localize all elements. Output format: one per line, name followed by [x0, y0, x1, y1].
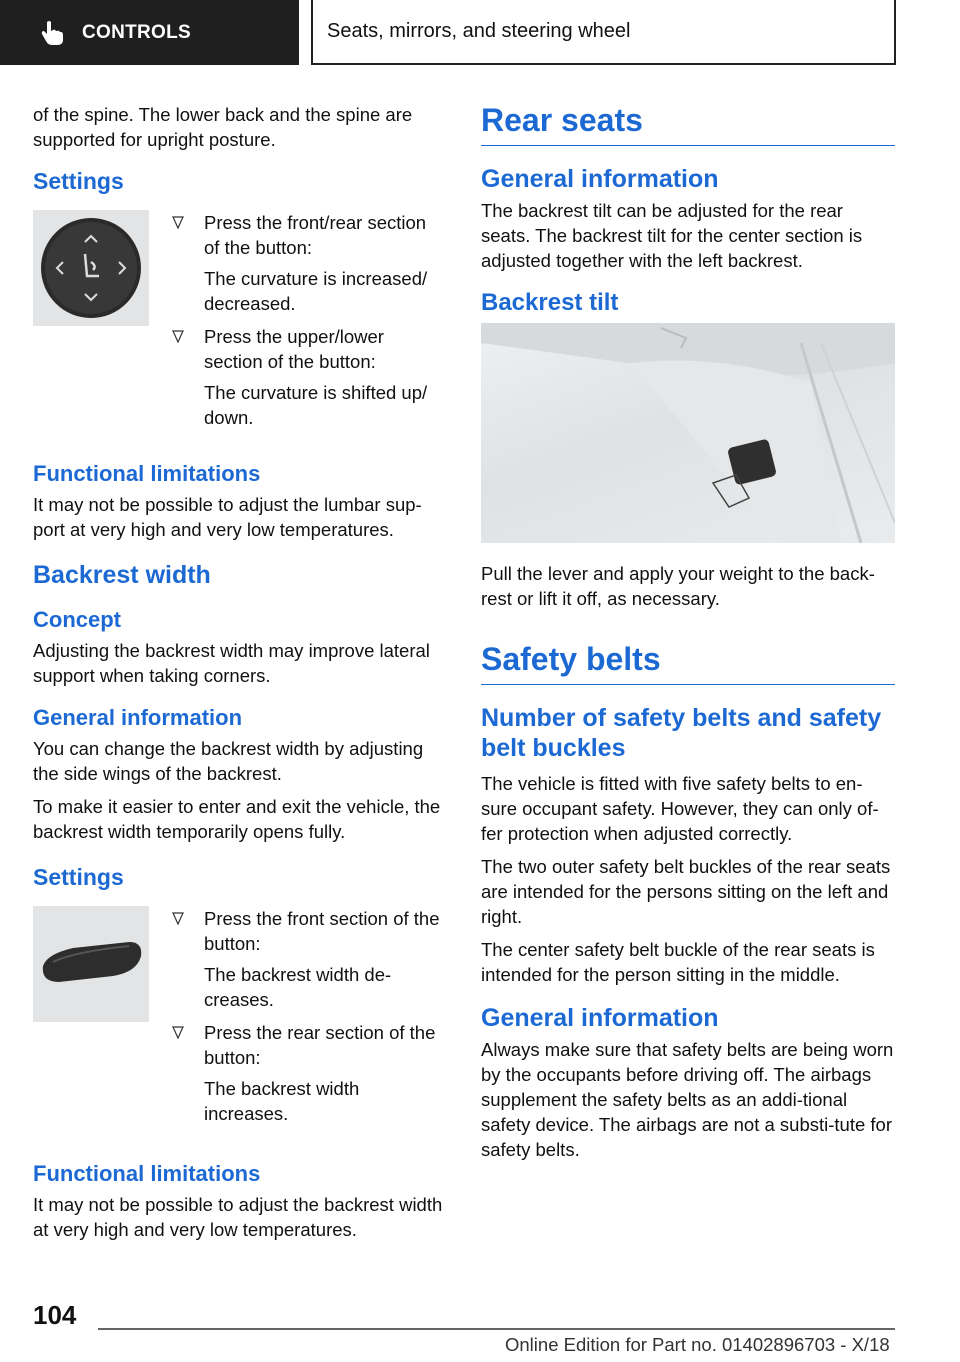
lumbar-button-image — [33, 210, 149, 326]
chapter-label: CONTROLS — [82, 21, 192, 43]
backrest-width-heading: Backrest width — [33, 561, 211, 589]
number-of-belts-text: The two outer safety belt buckles of the rear seats are intended for the persons sitting on the left and right. — [481, 856, 891, 927]
number-of-belts-text: The center safety belt buckle of the rear seats is intended for the person sitting in the middle. — [481, 939, 875, 985]
triangle-bullet-icon — [172, 912, 184, 925]
list-item: Press the rear section of the button: The backrest width increases. — [171, 1020, 445, 1126]
width-button-image — [33, 906, 149, 1022]
general-information-heading: General information — [481, 1004, 719, 1032]
list-item: Press the upper/lower section of the button: The curvature is shifted up/ down. — [171, 324, 445, 430]
right-column — [481, 102, 895, 1170]
general-information-text: You can change the backrest width by adjusting the side wings of the backrest. — [33, 738, 424, 784]
hand-pointer-icon — [40, 20, 64, 46]
rear-seat-lever-image — [481, 323, 895, 543]
width-settings — [33, 906, 445, 1134]
settings-heading-width: Settings — [33, 864, 124, 890]
left-column — [33, 102, 445, 1250]
chapter-tab[interactable] — [0, 0, 299, 65]
footer-divider — [98, 1328, 895, 1330]
safety-belts-heading: Safety belts — [481, 641, 895, 685]
lumbar-settings — [33, 210, 445, 438]
triangle-bullet-icon — [172, 216, 184, 229]
width-control-icon — [33, 906, 149, 1022]
functional-limitations-heading: Functional limitations — [33, 461, 261, 486]
section-title: Seats, mirrors, and steering wheel — [311, 0, 896, 65]
edition-text: Online Edition for Part no. 01402896703 - X/18 — [505, 1334, 890, 1355]
backrest-tilt-text: Pull the lever and apply your weight to the back-rest or lift it off, as necessary. — [481, 563, 875, 609]
triangle-bullet-icon — [172, 330, 184, 343]
concept-text: Adjusting the backrest width may improve lateral support when taking corners. — [33, 640, 430, 686]
general-information-heading: General information — [33, 705, 243, 730]
page-number: 104 — [33, 1300, 77, 1330]
general-information-text: The backrest tilt can be adjusted for the rear seats. The backrest tilt for the center section is adjusted together with the left backrest. — [481, 200, 863, 271]
list-item: Press the front/rear section of the button: The curvature is increased/ decreased. — [171, 210, 445, 316]
number-of-belts-heading: Number of safety belts and safety belt buckles — [481, 704, 882, 762]
number-of-belts-text: The vehicle is fitted with five safety belts to en-sure occupant safety. However, they can only of-fer protection when adjusted correctly. — [481, 773, 879, 844]
backrest-tilt-photo — [481, 323, 895, 543]
intro-text: of the spine. The lower back and the spine are supported for upright posture. — [33, 104, 413, 150]
concept-heading: Concept — [33, 607, 121, 632]
functional-limitations-text: It may not be possible to adjust the lumbar sup-port at very high and very low temperatures. — [33, 494, 422, 540]
rear-seats-heading: Rear seats — [481, 102, 895, 146]
functional-limitations-heading: Functional limitations — [33, 1161, 261, 1186]
list-item: Press the front section of the button: The backrest width de-creases. — [171, 906, 445, 1012]
triangle-bullet-icon — [172, 1026, 184, 1039]
backrest-tilt-heading: Backrest tilt — [481, 289, 619, 316]
settings-heading-lumbar: Settings — [33, 168, 124, 194]
general-information-text: To make it easier to enter and exit the vehicle, the backrest width temporarily opens fully. — [33, 796, 441, 842]
lumbar-control-icon — [33, 210, 149, 326]
functional-limitations-text: It may not be possible to adjust the backrest width at very high and very low temperatures. — [33, 1194, 443, 1240]
general-information-heading: General information — [481, 165, 719, 193]
general-information-text: Always make sure that safety belts are being worn by the occupants before driving off. The airbags supplement the safety belts as an addi-tional safety device. The airbags are not a substi-tute for safety belts. — [481, 1039, 894, 1160]
